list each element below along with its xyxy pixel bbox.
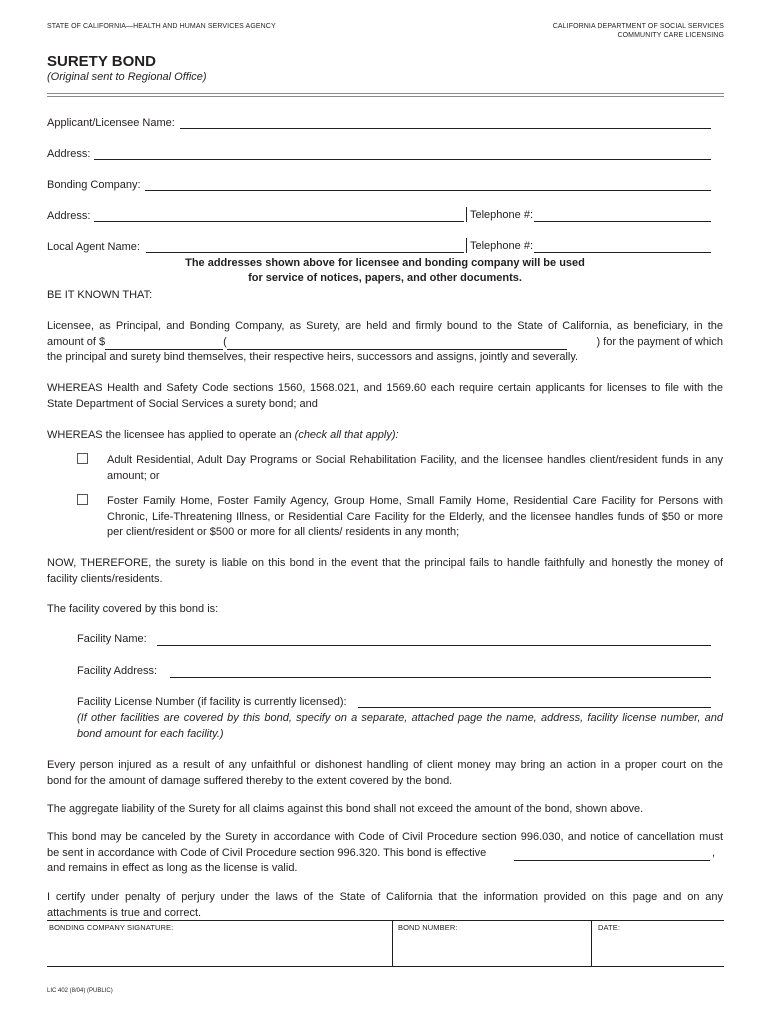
bonding-company-signature-label: BONDING COMPANY SIGNATURE: (49, 923, 174, 932)
facility-note-line-2: bond amount for each facility.) (77, 727, 224, 740)
local-agent-field[interactable] (146, 252, 464, 253)
cancellation-line-2: be sent in accordance with Code of Civil Procedure section 996.320. This bond is effective (47, 846, 487, 859)
form-number: LIC 402 (8/04) (PUBLIC) (47, 988, 113, 994)
bonding-company-label: Bonding Company: (47, 179, 141, 191)
certification-line-1: I certify under penalty of perjury under the laws of the State of California that the information provided on this page and on any (47, 891, 723, 903)
bond-number-label: BOND NUMBER: (398, 923, 458, 932)
bond-statement-line-3: the principal and surety bind themselves, their respective heirs, successors and assigns, jointly and severally. (47, 351, 579, 363)
agent-telephone-divider (466, 238, 467, 253)
notice-line-2: for service of notices, papers, and other documents. (248, 272, 522, 284)
header-divider-bottom (47, 96, 724, 97)
foster-family-option (107, 494, 723, 541)
signature-date-field[interactable] (592, 932, 724, 966)
adult-residential-option (107, 453, 723, 484)
injury-line-2: bond for the amount of damage suffered thereby to the extent covered by the bond. (47, 774, 453, 787)
bond-amount-numeric-field[interactable] (105, 337, 223, 350)
certification-paragraph (47, 890, 723, 921)
facility-license-label: Facility License Number (if facility is currently licensed): (77, 696, 347, 708)
effective-date-comma: , (711, 846, 715, 859)
department-line-1: CALIFORNIA DEPARTMENT OF SOCIAL SERVICES (552, 23, 724, 30)
notice-line-1: The addresses shown above for licensee and bonding company will be used (185, 257, 585, 269)
agent-telephone-label: Telephone #: (470, 240, 533, 252)
bonding-company-signature-field[interactable] (47, 932, 392, 966)
address-label: Address: (47, 148, 91, 160)
facility-name-label: Facility Name: (77, 633, 147, 645)
foster-family-line-2: Chronic, Life-Threatening Illness, or Residential Care Facility for the Elderly, and the licensee handles funds of $50 or more (107, 510, 723, 523)
whereas-code-paragraph (47, 381, 723, 412)
facility-name-field[interactable] (157, 645, 711, 646)
whereas-applied-paragraph (47, 428, 723, 444)
injury-paragraph (47, 758, 723, 789)
bond-number-field[interactable] (393, 932, 591, 966)
department-line-2: COMMUNITY CARE LICENSING (617, 32, 724, 39)
be-it-known-heading: BE IT KNOWN THAT: (47, 289, 153, 301)
telephone-label: Telephone #: (470, 209, 533, 221)
facility-note (77, 711, 723, 742)
bonding-company-field[interactable] (145, 190, 711, 191)
amount-suffix: ) for the payment of which (596, 335, 723, 348)
applicant-name-label: Applicant/Licensee Name: (47, 117, 175, 129)
facility-intro: The facility covered by this bond is: (47, 603, 219, 615)
agent-telephone-field[interactable] (534, 252, 711, 253)
bond-amount-words-field[interactable] (227, 337, 567, 350)
bonding-telephone-field[interactable] (534, 221, 711, 222)
adult-residential-line-1: Adult Residential, Adult Day Programs or Social Rehabilitation Facility, and the licensee handles client/resident funds in any (107, 454, 723, 466)
bond-statement-line-1: Licensee, as Principal, and Bonding Company, as Surety, are held and firmly bound to the State of California, as beneficiary, in the (47, 320, 723, 332)
injury-line-1: Every person injured as a result of any unfaithful or dishonest handling of client money may bring an action in a proper court on the (47, 759, 723, 771)
now-therefore-line-1: NOW, THEREFORE, the surety is liable on this bond in the event that the principal fails to handle faithfully and honestly the money of (47, 557, 723, 569)
effective-date-field[interactable] (514, 848, 710, 861)
cancellation-paragraph (47, 830, 723, 877)
facility-address-field[interactable] (170, 677, 711, 678)
open-paren: ( (223, 335, 227, 348)
bond-statement (47, 319, 723, 366)
form-subtitle: (Original sent to Regional Office) (47, 71, 207, 83)
whereas-applied-text: WHEREAS the licensee has applied to operate an (47, 429, 295, 441)
local-agent-label: Local Agent Name: (47, 241, 140, 253)
bonding-address-label: Address: (47, 210, 91, 222)
amount-prefix: amount of $ (47, 335, 106, 348)
facility-note-line-1: (If other facilities are covered by this bond, specify on a separate, attached page the name, address, facility license number, and (77, 712, 723, 724)
header-divider-top (47, 93, 724, 94)
foster-family-checkbox[interactable] (77, 494, 88, 505)
certification-line-2: attachments is true and correct. (47, 906, 202, 919)
adult-residential-checkbox[interactable] (77, 453, 88, 464)
agency-name: STATE OF CALIFORNIA—HEALTH AND HUMAN SERVICES AGENCY (47, 23, 276, 30)
date-label: DATE: (598, 923, 621, 932)
form-title: SURETY BOND (47, 53, 156, 70)
aggregate-liability-paragraph: The aggregate liability of the Surety for all claims against this bond shall not exceed the amount of the bond, shown above. (47, 803, 644, 815)
adult-residential-line-2: amount; or (107, 469, 160, 482)
applicant-name-field[interactable] (180, 128, 711, 129)
facility-license-field[interactable] (358, 707, 711, 708)
foster-family-line-3: per client/resident or $500 or more for all clients/ residents in any month; (107, 526, 460, 538)
check-all-instruction: (check all that apply): (294, 429, 399, 441)
facility-address-label: Facility Address: (77, 665, 158, 677)
whereas-code-line-2: State Department of Social Services a surety bond; and (47, 397, 318, 410)
now-therefore-paragraph (47, 556, 723, 587)
signature-top-rule (47, 920, 724, 921)
effective-date-row (47, 846, 723, 862)
foster-family-line-1: Foster Family Home, Foster Family Agency, Group Home, Small Family Home, Residential Care Facility for Persons with (107, 495, 723, 507)
cancellation-line-3: and remains in effect as long as the license is valid. (47, 862, 298, 874)
signature-bottom-rule (47, 966, 724, 967)
department-name (553, 22, 724, 40)
now-therefore-line-2: facility clients/residents. (47, 572, 163, 585)
applicant-address-field[interactable] (94, 159, 711, 160)
bonding-address-field[interactable] (94, 221, 464, 222)
telephone-divider (466, 207, 467, 222)
cancellation-line-1: This bond may be canceled by the Surety in accordance with Code of Civil Procedure section 996.030, and notice of cancellation must (47, 831, 723, 843)
bond-amount-row (47, 335, 723, 351)
whereas-code-line-1: WHEREAS Health and Safety Code sections 1560, 1568.021, and 1569.60 each require certain applicants for licenses to file with the (47, 382, 723, 394)
